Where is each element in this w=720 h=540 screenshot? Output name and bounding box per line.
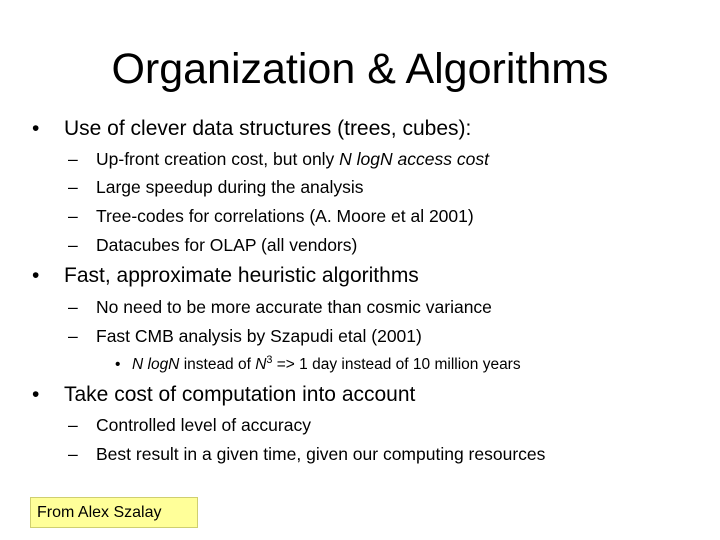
sub-bullet-item <box>68 296 492 318</box>
sub-bullet-text: Controlled level of accuracy <box>96 415 311 435</box>
sub-bullet-item <box>68 205 474 227</box>
bullet-marker: • <box>32 383 40 406</box>
bullet-text: Fast, approximate heuristic algorithms <box>64 264 419 287</box>
slide-title: Organization & Algorithms <box>111 45 609 93</box>
bullet-marker: • <box>32 264 40 287</box>
sub-bullet-item <box>68 414 311 436</box>
dash-marker: – <box>68 149 78 169</box>
sub-bullet-item <box>68 325 422 347</box>
sub-bullet-text: Tree-codes for correlations (A. Moore et al 2001) <box>96 206 474 226</box>
sub-bullet-text: No need to be more accurate than cosmic variance <box>96 297 492 317</box>
dash-marker: – <box>68 297 78 317</box>
sub-bullet-item <box>68 234 358 256</box>
sub-bullet-item <box>68 148 489 170</box>
emphasis-text: N logN <box>132 356 180 373</box>
sub-bullet-item <box>68 443 546 465</box>
sub-sub-bullet-text: N logN instead of $N^3 => 1$ day instead of 10 million years <box>132 353 521 373</box>
dash-marker: – <box>68 206 78 226</box>
sub-bullet-text: Large speedup during the analysis <box>96 177 364 197</box>
bullet-marker: • <box>115 356 121 373</box>
dash-marker: – <box>68 444 78 464</box>
dash-marker: – <box>68 326 78 346</box>
dash-marker: – <box>68 415 78 435</box>
dash-marker: – <box>68 177 78 197</box>
bullet-item <box>32 116 472 142</box>
emphasis-text: N <box>255 356 267 373</box>
bullet-text: Use of clever data structures (trees, cubes): <box>64 117 472 140</box>
credit-box: From Alex Szalay <box>30 497 198 528</box>
bullet-text: Take cost of computation into account <box>64 383 416 406</box>
emphasis-text: N logN access cost <box>339 149 489 169</box>
sub-sub-bullet-item <box>115 353 521 375</box>
superscript-text: 3 <box>266 353 273 366</box>
dash-marker: – <box>68 235 78 255</box>
sub-bullet-text: Datacubes for OLAP (all vendors) <box>96 235 358 255</box>
sub-bullet-text: Best result in a given time, given our computing resources <box>96 444 546 464</box>
sub-bullet-item <box>68 176 364 198</box>
bullet-marker: • <box>32 117 40 140</box>
sub-bullet-text: Fast CMB analysis by Szapudi etal (2001) <box>96 326 422 346</box>
bullet-item <box>32 382 416 408</box>
sub-bullet-text: Up-front creation cost, but only N logN access cost <box>96 149 489 169</box>
bullet-item <box>32 263 419 289</box>
